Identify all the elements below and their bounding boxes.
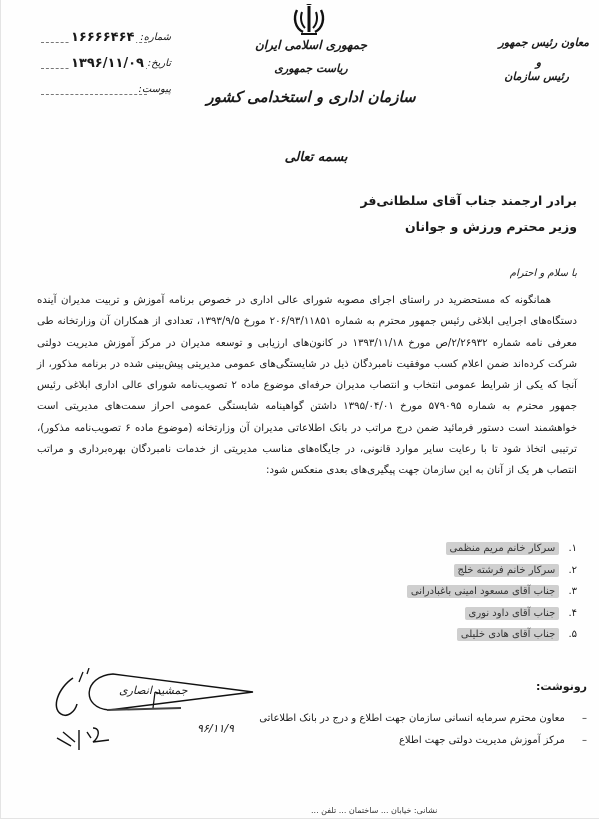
- body-paragraph: همانگونه که مستحضرید در راستای اجرای مصوبه شورای عالی اداری در خصوص برنامه آموزش و تربیت مدیران آینده دستگاه‌های اجرایی ابلاغی رئیس جمهور محترم به شماره ۲۰۶/۹۳/۱۱۸۵۱ مورخ ۱۳۹۳/۹/۵، تعدادی از همکاران آن وزارتخانه طی معرفی نامه شماره ۲/۲۶۹۳۲/ص مورخ ۱۳۹۳/۱۱/۱۸ در کانون‌های ارزیابی و توسعه مدیران در مرکز آموزش مدیریت دولتی شرکت کرده‌اند ضمن اعلام کسب موفقیت نامبردگان ذیل در شایستگی‌های عمومی مدیریتی پیش‌بینی شده در برنامه مذکور، از آنجا که یکی از شرایط عمومی انتخاب و انتصاب مدیران حرفه‌ای موضوع ماده ۲ تصویب‌نامه شورای عالی اداری ابلاغی رئیس جمهور محترم به شماره ۵۷۹۰۹۵ مورخ ۱۳۹۵/۰۴/۰۱ داشتن گواهینامه شایستگی عمومی احراز سمت‌های مدیریتی است خواهشمند است دستور فرمائید ضمن درج مراتب در بانک اطلاعاتی مدیران آن وزارتخانه (موضوع ماده ۶ تصویب‌نامه مذکور)، ترتیبی اتخاذ شود تا با رعایت سایر موارد قانونی، در جایگاه‌های مناسب مدیریتی از خدمات نامبردگان بهره‌برداری و مراتب انتصاب هر یک از آنان به این سازمان جهت پیگیری‌های بعدی منعکس شود:: [37, 295, 578, 477]
- nominee-item: ۴. جناب آقای داود نوری: [357, 603, 577, 625]
- nominee-name: سرکار خانم فرشته خلج: [454, 564, 560, 577]
- nominee-name: جناب آقای مسعود امینی باغبادرانی: [407, 585, 559, 598]
- letter-number-label: شماره:: [140, 32, 171, 43]
- nominee-name: جناب آقای داود نوری: [465, 607, 560, 620]
- letter-body: [37, 290, 577, 482]
- dash-bullet: –: [582, 713, 587, 724]
- nominee-item: ۱. سرکار خانم مریم منظمی: [357, 538, 577, 560]
- header-country: جمهوری اسلامی ایران: [254, 38, 368, 52]
- nominee-item: ۵. جناب آقای هادی خلیلی: [357, 624, 577, 646]
- cc-item: – معاون محترم سرمایه انسانی سازمان جهت اطلاع و درج در بانک اطلاعاتی: [259, 713, 587, 724]
- header-organization: سازمان اداری و استخدامی کشور: [206, 88, 416, 106]
- dotted-line: [41, 94, 147, 95]
- signature-date: ۹۶/۱۱/۹: [197, 722, 234, 735]
- footer-address: نشانی: خیابان ... ساختمان ... تلفن ...: [311, 806, 438, 815]
- addressee-name: برادر ارجمند جناب آقای سلطانی‌فر: [360, 193, 577, 208]
- cc-title: رونوشت:: [535, 680, 587, 693]
- addressee-title: وزیر محترم ورزش و جوانان: [405, 219, 577, 234]
- basmala: بسمه تعالی: [284, 150, 348, 165]
- cc-item: – مرکز آموزش مدیریت دولتی جهت اطلاع: [398, 735, 587, 746]
- nominee-name: جناب آقای هادی خلیلی: [457, 628, 559, 641]
- letter-date-row: [41, 58, 171, 76]
- cc-list: [147, 708, 587, 752]
- header-presidency: ریاست جمهوری: [274, 62, 348, 75]
- letter-number-value: ۱۶۶۶۶۴۶۴: [71, 30, 135, 45]
- salutation: با سلام و احترام: [509, 268, 577, 279]
- sender-title-and: و: [535, 56, 541, 69]
- letter-date-value: ۱۳۹۶/۱۱/۰۹: [71, 56, 144, 71]
- letter-attachment-row: [41, 84, 171, 102]
- iran-emblem-icon: [291, 4, 327, 38]
- signatory-name: جمشید انصاری: [119, 684, 188, 697]
- sender-title-line2: رئیس سازمان: [504, 70, 569, 83]
- letter-attachment-label: پیوست:: [138, 84, 171, 95]
- sender-title-line1: معاون رئیس جمهور: [498, 36, 589, 49]
- letter-date-label: تاریخ:: [147, 58, 171, 69]
- nominee-name: سرکار خانم مریم منظمی: [446, 542, 560, 555]
- nominee-item: ۲. سرکار خانم فرشته خلج: [357, 560, 577, 582]
- dash-bullet: –: [582, 735, 587, 746]
- letter-number-row: [41, 32, 171, 50]
- nominee-list: [357, 538, 577, 646]
- nominee-item: ۳. جناب آقای مسعود امینی باغبادرانی: [357, 581, 577, 603]
